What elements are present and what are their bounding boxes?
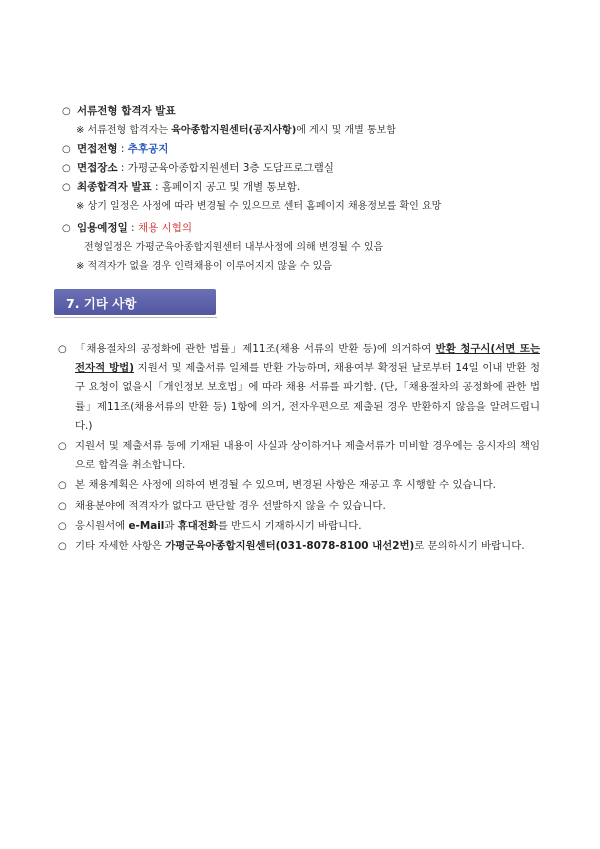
- place-value: 가평군육아종합지원센터 3층 도담프로그램실: [127, 162, 334, 174]
- divider: [54, 317, 217, 318]
- note-item: ○ 지원서 및 제출서류 등에 기재된 내용이 사실과 상이하거나 제출서류가 미비할 경우에는 응시자의 책임으로 합격을 취소합니다.: [58, 437, 540, 475]
- bullet-circle: ○: [62, 144, 71, 155]
- bullet-circle: ○: [58, 344, 67, 355]
- schedule-section: [62, 102, 532, 276]
- bullet-circle: ○: [58, 441, 67, 453]
- start-line2: ※ 적격자가 없을 경우 인력채용이 이루어지지 않을 수 있음: [76, 261, 332, 272]
- start-line1: 전형일정은 가평군육아종합지원센터 내부사정에 의해 변경될 수 있음: [84, 242, 384, 253]
- return-request-emphasis: 반환 청구시(서면 또는 전자적 방법): [75, 343, 540, 375]
- note-item: ○ 「채용절차의 공정화에 관한 법률」제11조(채용 서류의 반환 등)에 의거하여 반환 청구시(서면 또는 전자적 방법) 지원서 및 제출서류 일체를 반환 가능하며, 채용여부 확정된 날로부터 14일 이내 반환 청구 요청이 없을시「개인정보 보호법」에 따라 채용 서류를 파기함. (단,「채용절차의 공정화에 관한 법률」제11조(채용서류의 반환 등) 1항에 의거, 전자우편으로 제출된 경우 반환하지 않음을 알려드립니다.): [58, 340, 540, 436]
- note-item: ○ 기타 자세한 사항은 가평군육아종합지원센터(031-8078-8100 내선2번)로 문의하시기 바랍니다.: [58, 537, 540, 556]
- interview-label: 면접전형: [77, 143, 118, 155]
- start-label: 임용예정일: [77, 222, 128, 234]
- final-label: 최종합격자 발표: [77, 181, 152, 193]
- doc-result-item: [62, 102, 532, 121]
- note-item: ○ 채용분야에 적격자가 없다고 판단할 경우 선발하지 않을 수 있습니다.: [58, 497, 540, 516]
- bullet-circle: ○: [62, 182, 71, 193]
- bullet-circle: ○: [58, 520, 67, 532]
- section-title: 7. 기타 사항: [66, 296, 137, 311]
- interview-item: ○ 면접전형 : 추후공지: [62, 140, 532, 159]
- bullet-circle: ○: [58, 500, 67, 512]
- bullet-circle: ○: [62, 106, 71, 117]
- bullet-circle: ○: [62, 163, 71, 174]
- phone-emphasis: 휴대전화: [177, 519, 218, 532]
- notes-section: [58, 340, 540, 557]
- contact-emphasis: 가평군육아종합지원센터(031-8078-8100 내선2번): [165, 540, 415, 553]
- final-value: 홈페이지 공고 및 개별 통보함.: [161, 181, 301, 193]
- bullet-circle: ○: [58, 480, 67, 492]
- note-item: ○ 응시원서에 e-Mail과 휴대전화를 반드시 기재하시기 바랍니다.: [58, 517, 540, 536]
- final-note: ※ 상기 일정은 사정에 따라 변경될 수 있으므로 센터 홈페이지 채용정보를 확인 요망: [76, 201, 442, 212]
- doc-result-note: ※ 서류전형 합격자는 육아종합지원센터(공지사항)에 게시 및 개별 통보함: [76, 125, 396, 136]
- bullet-circle: ○: [62, 223, 71, 234]
- email-emphasis: e-Mail: [128, 519, 165, 532]
- final-item: ○ 최종합격자 발표 : 홈페이지 공고 및 개별 통보함.: [62, 178, 532, 197]
- start-item: ○ 임용예정일 : 채용 시협의: [62, 219, 532, 238]
- place-item: ○ 면접장소 : 가평군육아종합지원센터 3층 도담프로그램실: [62, 159, 532, 178]
- doc-result-title: 서류전형 합격자 발표: [77, 105, 176, 117]
- start-value: 채용 시협의: [137, 222, 192, 234]
- section-header: [54, 289, 218, 317]
- place-label: 면접장소: [77, 162, 118, 174]
- note-item: ○ 본 채용계획은 사정에 의하여 변경될 수 있으며, 변경된 사항은 재공고 후 시행할 수 있습니다.: [58, 476, 540, 495]
- interview-value: 추후공지: [127, 143, 169, 155]
- bullet-circle: ○: [58, 541, 67, 553]
